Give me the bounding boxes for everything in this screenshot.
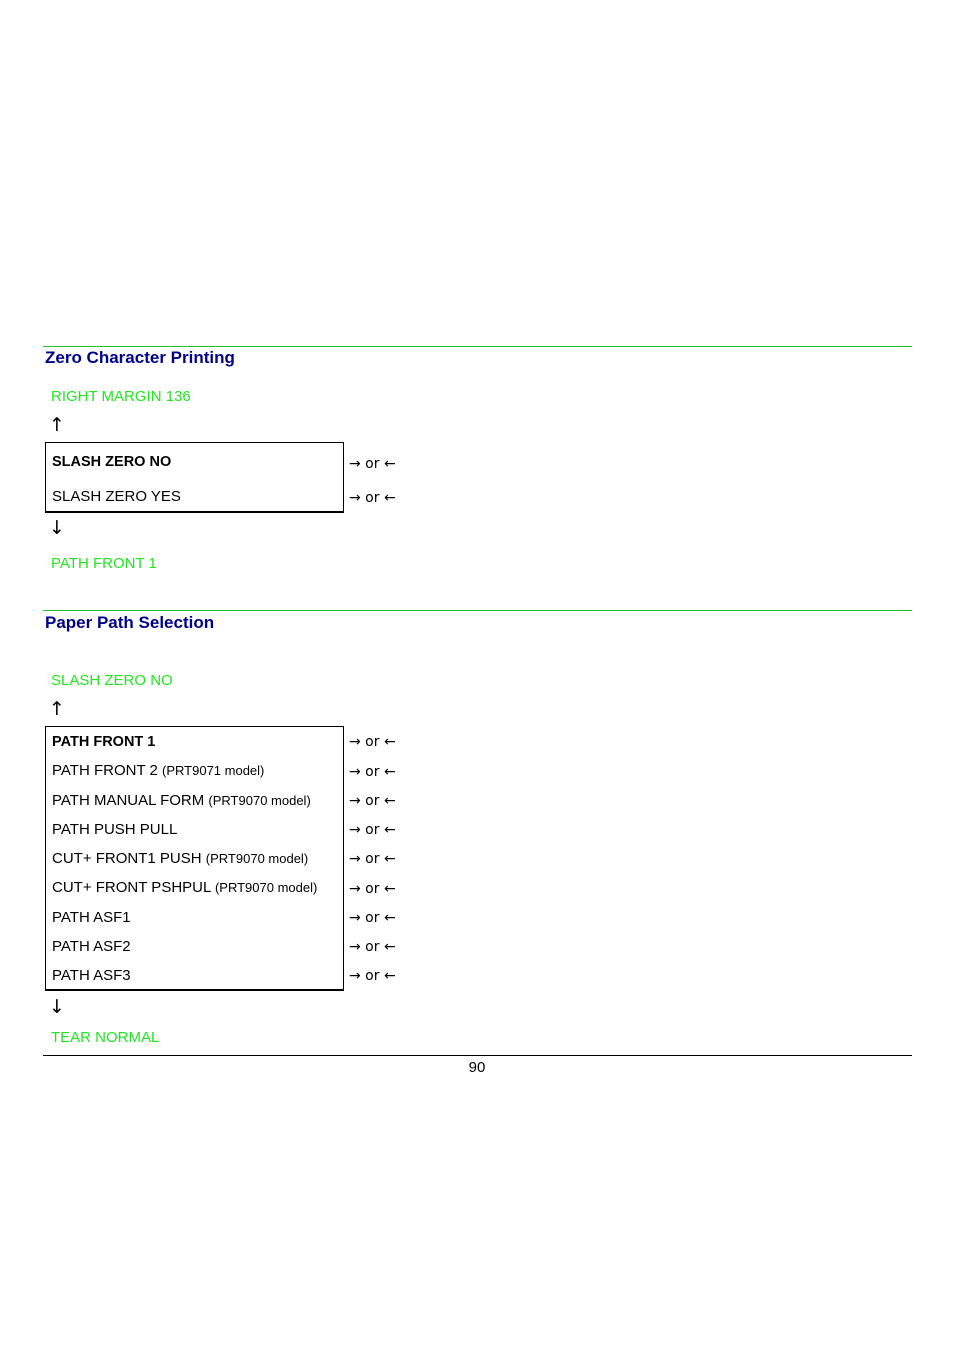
nav-arrows: → or ← — [349, 490, 396, 506]
menu-options-box — [45, 442, 344, 513]
option-label: PATH FRONT 2 — [52, 762, 163, 779]
menu-option-cut-front-pshpul[interactable] — [52, 879, 317, 896]
menu-option-path-asf2[interactable] — [52, 938, 131, 955]
option-label: PATH ASF2 — [52, 938, 131, 955]
nav-arrows: → or ← — [349, 851, 396, 867]
menu-option-cut-front1-push[interactable] — [52, 850, 308, 867]
option-label: CUT+ FRONT PSHPUL — [52, 879, 215, 896]
next-menu-item: TEAR NORMAL — [51, 1029, 160, 1046]
option-label: PATH MANUAL FORM — [52, 792, 205, 809]
nav-arrows: → or ← — [349, 764, 396, 780]
menu-option-path-front-1[interactable] — [52, 734, 155, 750]
nav-arrows: → or ← — [349, 881, 396, 897]
previous-menu-item: SLASH ZERO NO — [51, 672, 173, 689]
section-rule-top-1 — [43, 346, 912, 347]
footer-rule — [43, 1055, 912, 1056]
up-arrow-icon: ↑ — [49, 414, 65, 436]
option-note: (PRT9070 model) — [208, 793, 311, 808]
option-label: PATH FRONT 1 — [52, 734, 156, 750]
menu-option-path-front-2[interactable] — [52, 762, 264, 779]
menu-option-path-manual-form[interactable] — [52, 792, 311, 809]
page-number: 90 — [468, 1059, 486, 1076]
nav-arrows: → or ← — [349, 456, 396, 472]
next-menu-item: PATH FRONT 1 — [51, 555, 157, 572]
up-arrow-icon: ↑ — [49, 698, 65, 720]
nav-arrows: → or ← — [349, 822, 396, 838]
previous-menu-item: RIGHT MARGIN 136 — [51, 388, 191, 405]
option-label: PATH ASF3 — [52, 967, 131, 984]
menu-option-path-push-pull[interactable] — [52, 821, 177, 838]
option-label: CUT+ FRONT1 PUSH — [52, 850, 202, 867]
menu-option-slash-zero-no[interactable]: SLASH ZERO NO — [52, 454, 172, 470]
nav-arrows: → or ← — [349, 793, 396, 809]
option-note: (PRT9070 model) — [205, 851, 309, 866]
nav-arrows: → or ← — [349, 734, 396, 750]
option-label: PATH ASF1 — [52, 909, 131, 926]
menu-option-slash-zero-yes[interactable]: SLASH ZERO YES — [52, 488, 181, 505]
nav-arrows: → or ← — [349, 939, 396, 955]
down-arrow-icon: ↓ — [49, 996, 65, 1018]
menu-option-path-asf3[interactable] — [52, 967, 131, 984]
section-rule-top-2 — [43, 610, 912, 611]
nav-arrows: → or ← — [349, 968, 396, 984]
section-title-zero-character-printing: Zero Character Printing — [45, 348, 235, 367]
option-label: PATH PUSH PULL — [52, 821, 178, 838]
nav-arrows: → or ← — [349, 910, 396, 926]
option-note: (PRT9070 model) — [214, 880, 318, 895]
menu-options-box — [45, 726, 344, 991]
section-title-paper-path-selection: Paper Path Selection — [45, 613, 215, 632]
option-note: (PRT9071 model) — [162, 763, 265, 778]
down-arrow-icon: ↓ — [49, 517, 65, 539]
menu-option-path-asf1[interactable] — [52, 909, 131, 926]
